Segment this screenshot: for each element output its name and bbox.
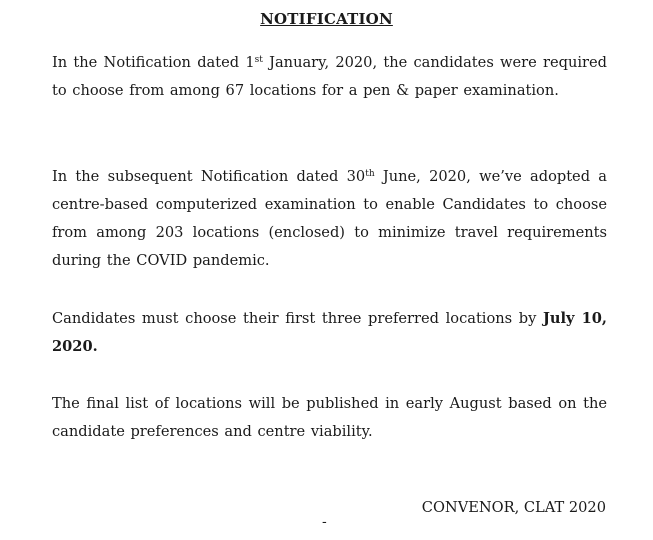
p2-text-b: June, 2020, we’ve adopted a centre-based computerized examination to enable Candidates to choose from among 203 locations (enclosed) to minimize travel requirements during the COVID pandemic. (52, 168, 607, 269)
notification-title: NOTIFICATION (260, 10, 393, 28)
footer-mark: - (322, 514, 327, 530)
p1-ordinal: st (254, 55, 263, 65)
paragraph-final-list: The final list of locations will be published in early August based on the candidate preferences and centre viability. (52, 395, 607, 440)
paragraph-first-notification (52, 49, 607, 105)
p1-text-a: In the Notification dated 1 (52, 54, 255, 71)
signature: CONVENOR, CLAT 2020 (421, 499, 606, 516)
paragraph-subsequent-notification (52, 163, 607, 275)
p2-ordinal: th (365, 169, 375, 179)
p1-text-b: January, 2020, the candidates were required to choose from among 67 locations for a pen & paper examination. (52, 54, 607, 99)
paragraph-deadline (52, 305, 607, 361)
p3-text: Candidates must choose their first three preferred locations by (52, 310, 543, 327)
deadline-date: July 10, 2020. (52, 310, 607, 355)
p2-text-a: In the subsequent Notification dated 30 (52, 168, 366, 185)
